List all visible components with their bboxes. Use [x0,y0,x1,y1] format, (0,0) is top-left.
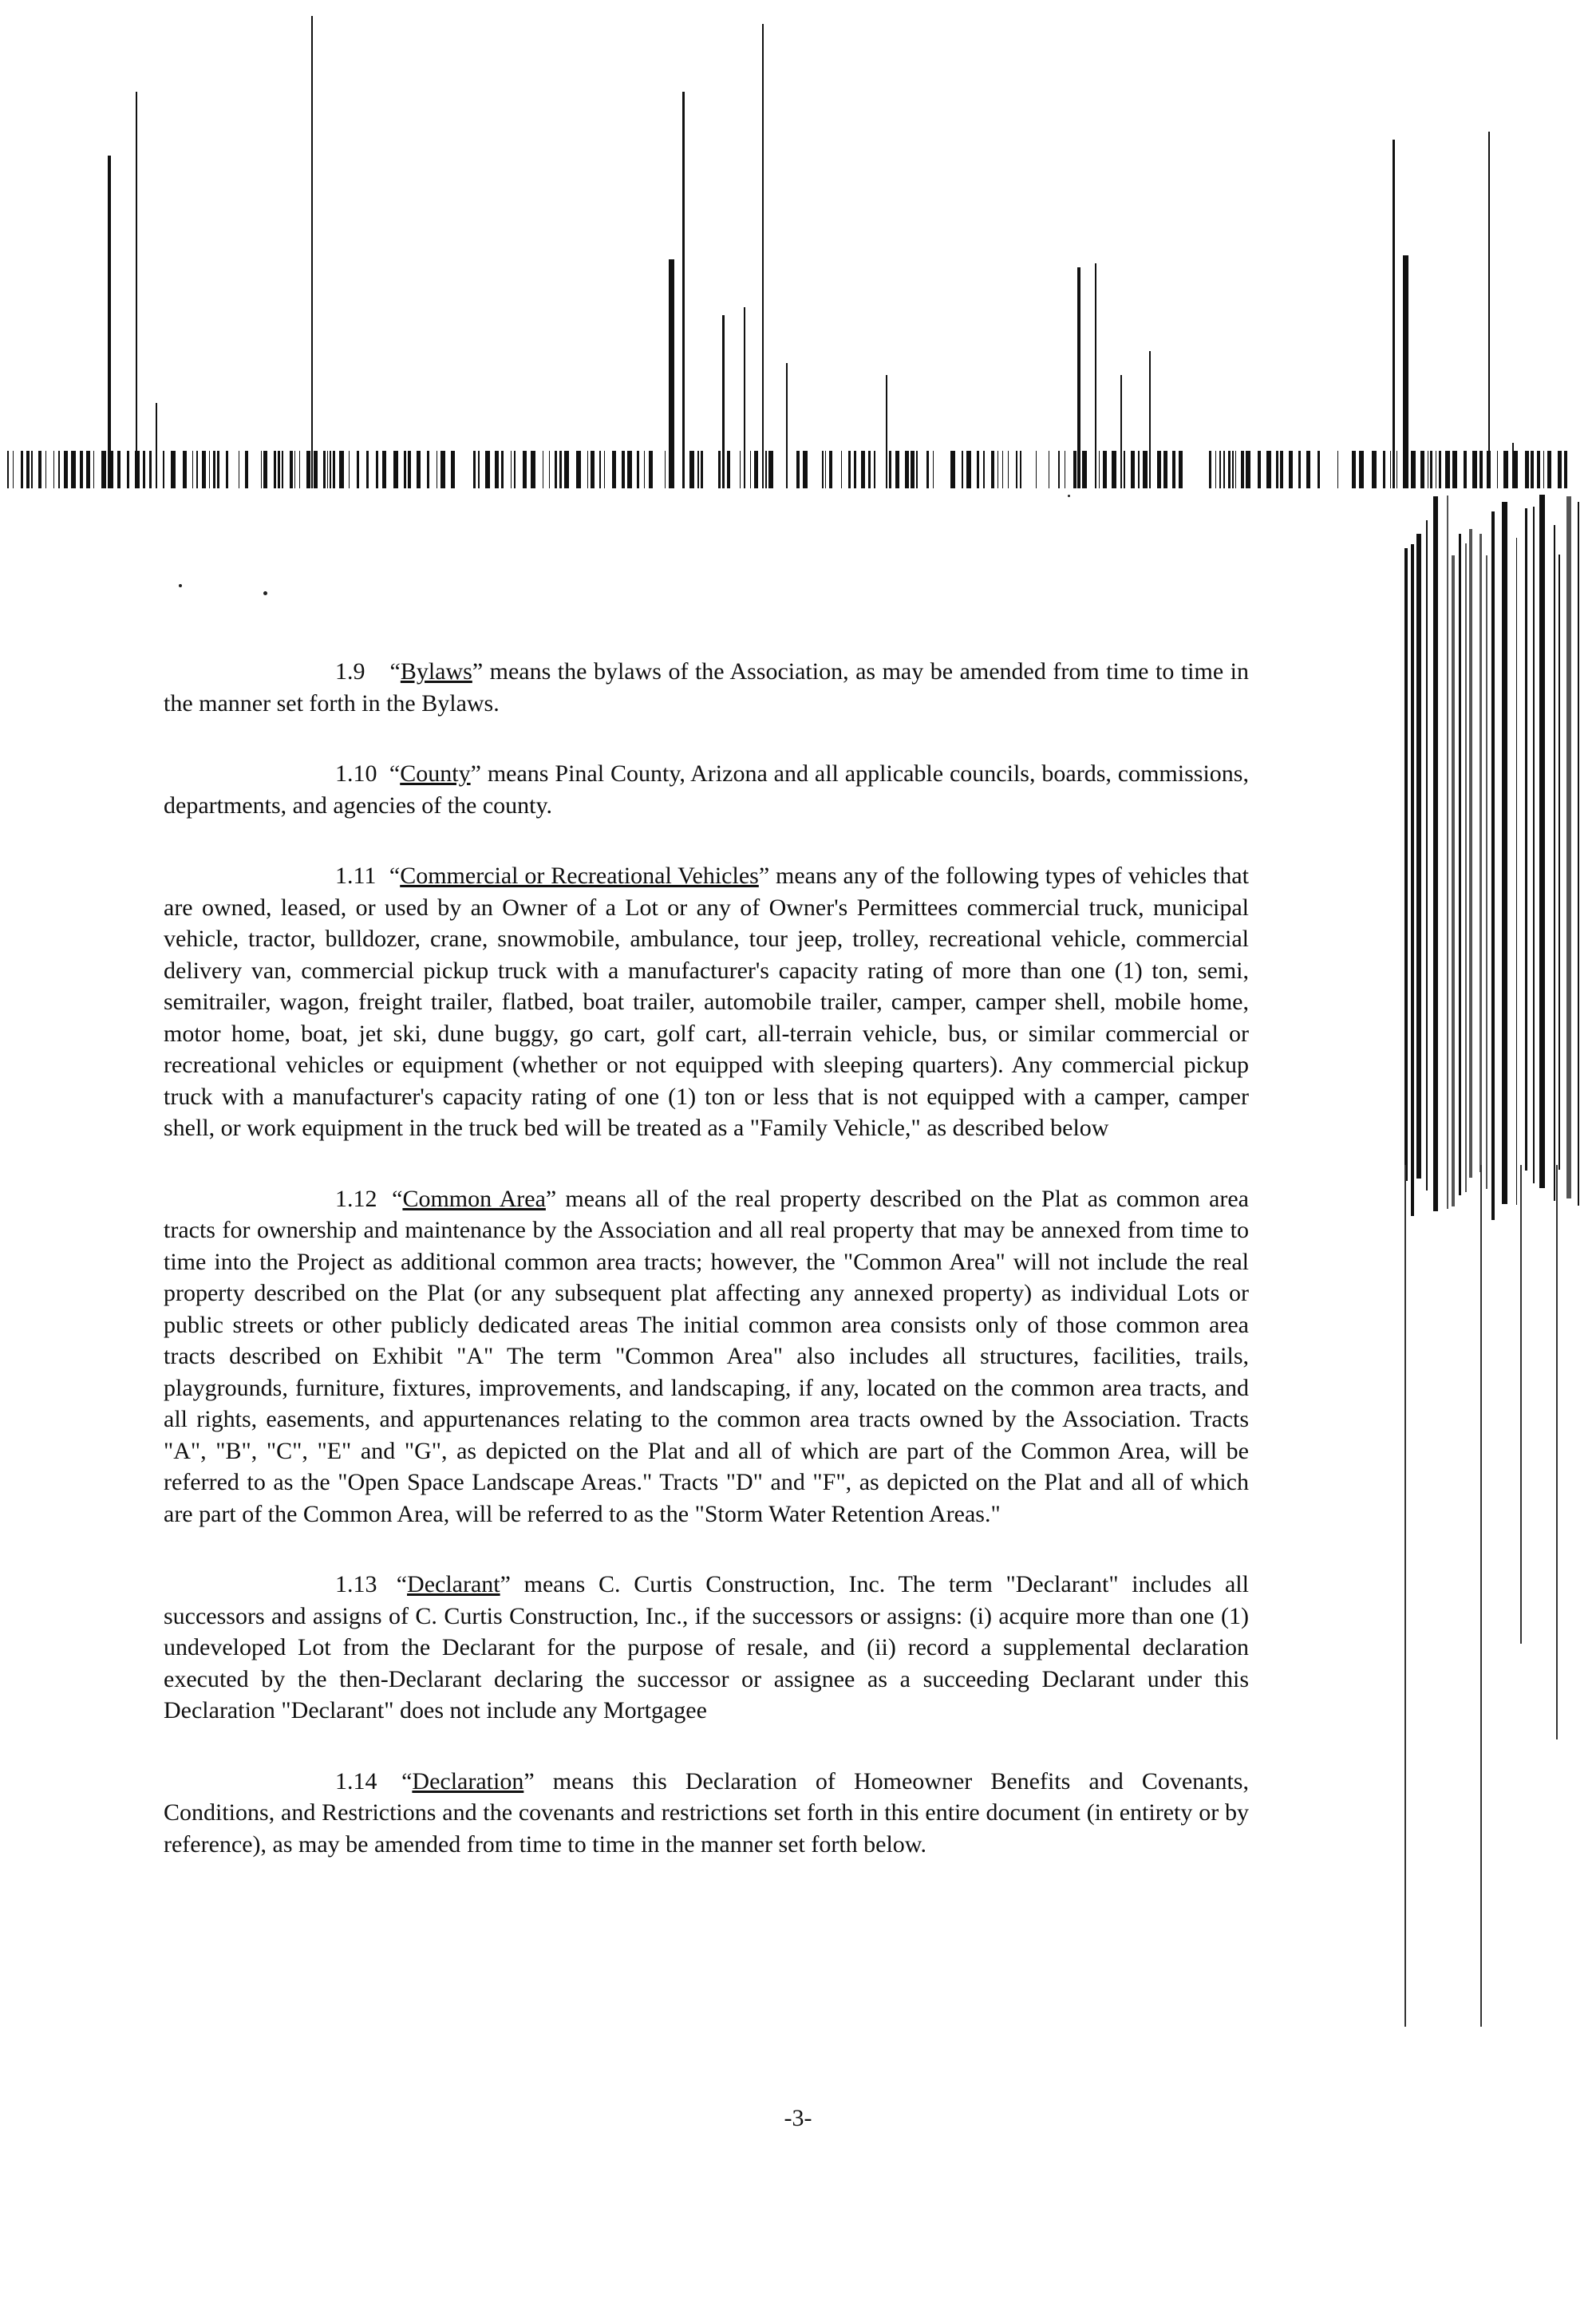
barcode-bar [1426,520,1428,1190]
barcode-tick [1120,375,1122,488]
barcode-bar [21,451,23,488]
barcode-bar [473,451,476,488]
barcode-bar [1372,451,1377,488]
barcode-tick [136,92,137,488]
barcode-bar [38,451,41,488]
barcode-bar [1539,495,1545,1188]
definition-1-11: 1.11 “Commercial or Recreational Vehicles” means any of the following types of vehicles that are owned, leased, or used by an Owner of a Lot or any of Owner's Permittees commercial truck, municipal vehicle, tractor, bulldozer, crane, snowmobile, ambulance, tour jeep, trolley, recreational vehicle, commercial delivery van, commercial pickup truck with a manufacturer's capacity rating of more than one (1) ton, semi, semitrailer, wagon, freight trailer, flatbed, boat trailer, automobile trailer, camper, camper shell, mobile home, motor home, boat, jet ski, dune buggy, go cart, golf cart, all-terrain vehicle, bus, or similar commercial or recreational vehicles or equipment (whether or not equipped with sleeping quarters). Any commercial pickup truck with a manufacturer's capacity rating of one (1) ton or less that is not equipped with a camper, camper shell, or work equipment in the truck bed will be treated as a "Family Vehicle," as described below [164,860,1249,1144]
barcode-bar [263,451,267,488]
barcode-bar [101,451,106,488]
barcode-bar [1390,451,1391,488]
barcode-bar [1258,451,1261,488]
barcode-bar [1404,548,1408,1181]
barcode-bar [1289,451,1293,488]
barcode-bar [697,451,699,488]
section-number: 1.13 [335,1571,377,1597]
barcode-bar [868,451,871,488]
barcode-bar [916,451,918,488]
barcode-bar [750,451,751,488]
scanner-barcode-right [1400,447,1596,2027]
section-number: 1.9 [335,658,365,685]
barcode-bar [1411,544,1414,1216]
barcode-bar [45,451,46,488]
defined-term: Declarant [407,1571,500,1597]
barcode-bar [294,451,295,488]
barcode-bar [1103,451,1107,488]
definition-text: means any of the following types of vehicles that are owned, leased, or used by an Owner of a Lot or any of Owner's Permittees commercial truck, municipal vehicle, tractor, bulldozer, crane, snowmobile, ambulance, tour jeep, trolley, recreational vehicle, commercial delivery van, commercial pickup truck with a manufacturer's capacity rating of more than one (1) ton, semi, semitrailer, wagon, freight trailer, flatbed, boat trailer, automobile trailer, camper, camper shell, mobile home, motor home, boat, jet ski, dune buggy, go cart, golf cart, all-terrain vehicle, bus, or similar commercial or recreational vehicles or equipment (whether or not equipped with sleeping quarters). Any commercial pickup truck with a manufacturer's capacity rating of one (1) ton or less that is not equipped with a camper, camper shell, or work equipment in the truck bed will be treated as a "Family Vehicle," as described below [164,863,1249,1141]
barcode-tick [1404,1165,1406,2027]
barcode-bar [889,451,891,488]
barcode-bar [689,451,694,488]
barcode-bar [1002,451,1003,488]
scanner-barcode-top [0,0,1572,491]
barcode-bar [408,451,411,488]
scan-speck [1068,495,1070,497]
barcode-bar [485,451,490,488]
barcode-bar [1228,451,1231,488]
definition-1-12: 1.12 “Common Area” means all of the real property described on the Plat as common area tracts for ownership and maintenance by the Association and all real property that may be annexed from time to time into the Project as additional common area tracts; however, the "Common Area" will not include the real property described on the Plat (or any subsequent plat affecting any annexed property) as individual Lots or public streets or other publicly dedicated areas The initial common area consists only of those common area tracts described on Exhibit "A" The term "Common Area" also includes all structures, facilities, trails, playgrounds, furniture, fixtures, improvements, and landscaping, if any, located on the common area tracts, and all rights, easements, and appurtenances relating to the common area tracts owned by the Association. Tracts "A", "B", "C", "E" and "G", as depicted on the Plat and all of which are part of the Common Area, will be referred to as the "Open Space Landscape Areas." Tracts "D" and "F", as depicted on the Plat and all of which are part of the Common Area, will be referred to as the "Storm Water Retention Areas." [164,1183,1249,1530]
barcode-bar [282,451,283,488]
barcode-tick [1393,140,1395,488]
barcode-bar [71,451,76,488]
barcode-bar [1232,451,1234,488]
barcode-bar [376,451,378,488]
barcode-bar [627,451,632,488]
barcode-bar [213,451,215,488]
scan-speck [179,584,182,587]
barcode-bar [202,451,206,488]
barcode-bar [599,451,601,488]
barcode-bar [393,451,398,488]
barcode-bar [587,451,588,488]
barcode-bar [495,451,499,488]
barcode-bar [86,451,90,488]
barcode-bar [209,451,210,488]
barcode-bar [768,451,773,488]
barcode-bar [895,451,899,488]
barcode-tick [762,24,764,488]
barcode-bar [58,451,60,488]
barcode-bar [382,451,386,488]
barcode-tick [108,156,111,488]
definition-1-9: 1.9 “Bylaws” means the bylaws of the Association, as may be amended from time to time in the manner set forth in the Bylaws. [164,656,1249,719]
barcode-bar [622,451,625,488]
barcode-tick [744,307,745,488]
page-number: -3- [784,2105,812,2131]
barcode-bar [740,451,741,488]
barcode-bar [1516,538,1517,1205]
barcode-bar [1124,451,1125,488]
barcode-bar [1469,529,1472,1178]
barcode-bar [911,451,915,488]
barcode-bar [1163,451,1167,488]
barcode-bar [1082,451,1087,488]
definition-text: means Pinal County, Arizona and all applicable councils, boards, commissions, departments, and agencies of the county. [164,760,1249,819]
barcode-bar [1143,451,1148,488]
barcode-bar [1008,451,1009,488]
definition-text: means all of the real property described on the Plat as common area tracts for ownership and maintenance by the Association and all real property that may be annexed from time to time into the Project as additional common area tracts; however, the "Common Area" will not include the real property described on the Plat (or any subsequent plat affecting any annexed property) as individual Lots or public streets or other publicly dedicated areas The initial common area consists only of those common area tracts described on Exhibit "A" The term "Common Area" also includes all structures, facilities, trails, playgrounds, furniture, fixtures, improvements, and landscaping, if any, located on the common area tracts, and all rights, easements, and appurtenances relating to the common area tracts owned by the Association. Tracts "A", "B", "C", "E" and "G", as depicted on the Plat and all of which are part of the Common Area, will be referred to as the "Open Space Landscape Areas." Tracts "D" and "F", as depicted on the Plat and all of which are part of the Common Area, will be referred to as the "Storm Water Retention Areas." [164,1185,1249,1527]
barcode-bar [576,451,581,488]
barcode-bar [327,451,328,488]
barcode-bar [117,451,120,488]
defined-term: Commercial or Recreational Vehicles [400,863,759,889]
barcode-bar [1352,451,1356,488]
definition-1-14: 1.14 “Declaration” means this Declaration of Homeowner Benefits and Covenants, Conditions, and Restrictions and the covenants and restrictions set forth in this entire document (in entirety or by reference), as may be amended from time to time in the manner set forth below. [164,1766,1249,1861]
barcode-bar [417,451,421,488]
barcode-bar [983,451,985,488]
barcode-bar [1235,451,1236,488]
barcode-bar [306,451,310,488]
definition-text: means this Declaration of Homeowner Benefits and Covenants, Conditions, and Restrictions and the covenants and restrictions set forth in this entire document (in entirety or by reference), as may be amended from time to time in the manner set forth below. [164,1767,1249,1858]
barcode-bar [926,451,929,488]
barcode-bar [53,451,54,488]
barcode-tick [669,259,674,488]
barcode-bar [1280,451,1283,488]
definition-1-13: 1.13 “Declarant” means C. Curtis Construction, Inc. The term "Declarant" includes all successors and assigns of C. Curtis Construction, Inc., if the successors or assigns: (i) acquire more than one (1) undeveloped Lot from the Declarant for the purpose of resale, and (ii) record a supplemental declaration executed by the then-Declarant declaring the successor or assignee as a succeeding Declarant under this Declaration "Declarant" does not include any Mortgagee [164,1569,1249,1727]
barcode-bar [1179,451,1183,488]
barcode-bar [727,451,730,488]
definition-1-10: 1.10 “County” means Pinal County, Arizona and all applicable councils, boards, commissions, departments, and agencies of the county. [164,758,1249,821]
barcode-bar [1099,451,1100,488]
barcode-bar [1298,451,1301,488]
barcode-bar [226,451,228,488]
barcode-bar [905,451,909,488]
barcode-bar [796,451,800,488]
barcode-bar [149,451,152,488]
barcode-bar [217,451,219,488]
barcode-tick [311,16,313,488]
section-number: 1.14 [335,1767,377,1795]
barcode-bar [511,451,512,488]
barcode-bar [143,451,145,488]
barcode-bar [1172,451,1175,488]
definition-text: means the bylaws of the Association, as may be amended from time to time in the manner set forth in the Bylaws. [164,658,1249,717]
barcode-bar [549,451,550,488]
section-number: 1.10 [335,760,377,787]
barcode-bar [701,451,703,488]
barcode-bar [261,451,262,488]
barcode-bar [163,451,164,488]
barcode-bar [514,451,516,488]
barcode-bar [841,451,842,488]
document-body [164,656,1249,1899]
barcode-bar [718,451,721,488]
barcode-bar [290,451,293,488]
barcode-bar [451,451,455,488]
barcode-bar [26,451,30,488]
barcode-bar [854,451,856,488]
barcode-bar [1459,534,1461,1195]
barcode-bar [1359,451,1364,488]
barcode-bar [1447,496,1448,1209]
barcode-bar [501,451,504,488]
barcode-bar [299,451,300,488]
barcode-bar [1337,451,1338,488]
barcode-bar [1073,451,1077,488]
barcode-bar [1036,451,1037,488]
barcode-bar [1578,502,1579,1206]
defined-term: Bylaws [400,658,472,685]
definition-text: means C. Curtis Construction, Inc. The term "Declarant" includes all successors and assigns of C. Curtis Construction, Inc., if the successors or assigns: (i) acquire more than one (1) undeveloped Lot from the Declarant for the purpose of resale, and (ii) record a supplemental declaration executed by the then-Declarant declaring the successor or assignee as a succeeding Declarant under this Declaration "Declarant" does not include any Mortgagee [164,1571,1249,1724]
barcode-bar [555,451,557,488]
barcode-bar [991,451,994,488]
barcode-bar [861,451,865,488]
barcode-bar [245,451,248,488]
barcode-bar [1317,451,1320,488]
barcode-bar [1416,534,1421,1179]
barcode-bar [829,451,832,488]
barcode-bar [357,451,359,488]
barcode-tick [682,92,685,488]
barcode-bar [196,451,198,488]
barcode-tick [1077,267,1080,488]
barcode-bar [1215,451,1216,488]
barcode-bar [183,451,187,488]
barcode-tick [1480,1165,1482,2027]
barcode-bar [171,451,176,488]
barcode-bar [1486,555,1487,1189]
barcode-bar [1491,511,1495,1220]
barcode-bar [962,451,963,488]
barcode-bar [478,451,480,488]
scan-speck [263,591,267,595]
barcode-bar [1306,451,1310,488]
barcode-bar [591,451,595,488]
barcode-bar [825,451,826,488]
barcode-bar [274,451,276,488]
defined-term: Declaration [412,1767,524,1795]
barcode-bar [1016,451,1017,488]
barcode-bar [278,451,280,488]
barcode-bar [1209,451,1211,488]
barcode-bar [874,451,875,488]
barcode-bar [637,451,639,488]
barcode-bar [440,451,445,488]
barcode-tick [156,403,157,488]
barcode-bar [848,451,851,488]
barcode-tick [1556,1165,1558,1739]
barcode-bar [1554,525,1555,1201]
barcode-bar [427,451,429,488]
barcode-bar [559,451,562,488]
barcode-bar [665,451,666,488]
barcode-bar [127,451,129,488]
barcode-bar [649,451,653,488]
barcode-bar [1433,496,1438,1211]
barcode-bar [933,451,934,488]
barcode-bar [80,451,83,488]
barcode-bar [1246,451,1250,488]
barcode-bar [1396,451,1397,488]
barcode-tick [886,375,887,488]
barcode-bar [1131,451,1135,488]
barcode-bar [1566,496,1571,1198]
barcode-bar [754,451,758,488]
barcode-bar [1058,451,1060,488]
barcode-tick [1095,263,1096,488]
barcode-bar [366,451,369,488]
barcode-bar [1383,451,1385,488]
barcode-bar [323,451,326,488]
barcode-bar [1558,555,1560,1170]
barcode-bar [523,451,527,488]
barcode-bar [1112,451,1116,488]
barcode-bar [192,451,193,488]
barcode-bar [612,451,616,488]
barcode-bar [1452,555,1455,1206]
barcode-bar [1157,451,1161,488]
barcode-bar [7,451,9,488]
barcode-bar [1502,502,1507,1204]
barcode-bar [1219,451,1221,488]
barcode-bar [349,451,350,488]
barcode-bar [333,451,335,488]
barcode-bar [1276,451,1278,488]
barcode-bar [1241,451,1244,488]
barcode-bar [64,451,68,488]
barcode-bar [977,451,979,488]
barcode-bar [1479,534,1482,1172]
barcode-bar [531,451,535,488]
barcode-bar [339,451,344,488]
section-number: 1.11 [335,863,377,889]
barcode-bar [1138,451,1140,488]
barcode-bar [1223,451,1225,488]
barcode-bar [1020,451,1021,488]
barcode-bar [1525,508,1527,1171]
barcode-tick [1488,132,1490,488]
barcode-bar [1533,507,1535,1183]
barcode-bar [644,451,645,488]
defined-term: Common Area [402,1185,546,1212]
barcode-tick [1520,1165,1522,1644]
barcode-bar [1266,451,1271,488]
barcode-bar [564,451,569,488]
barcode-bar [404,451,406,488]
barcode-bar [314,451,318,488]
barcode-bar [1465,543,1467,1192]
barcode-tick [1149,351,1151,488]
barcode-bar [822,451,824,488]
barcode-bar [13,451,14,488]
barcode-bar [604,451,605,488]
barcode-bar [765,451,767,488]
section-number: 1.12 [335,1185,377,1212]
barcode-bar [93,451,94,488]
barcode-tick [722,315,725,488]
barcode-bar [330,451,331,488]
defined-term: County [400,760,471,787]
barcode-bar [31,451,33,488]
barcode-bar [803,451,808,488]
barcode-bar [966,451,971,488]
barcode-tick [786,363,788,488]
barcode-bar [950,451,955,488]
